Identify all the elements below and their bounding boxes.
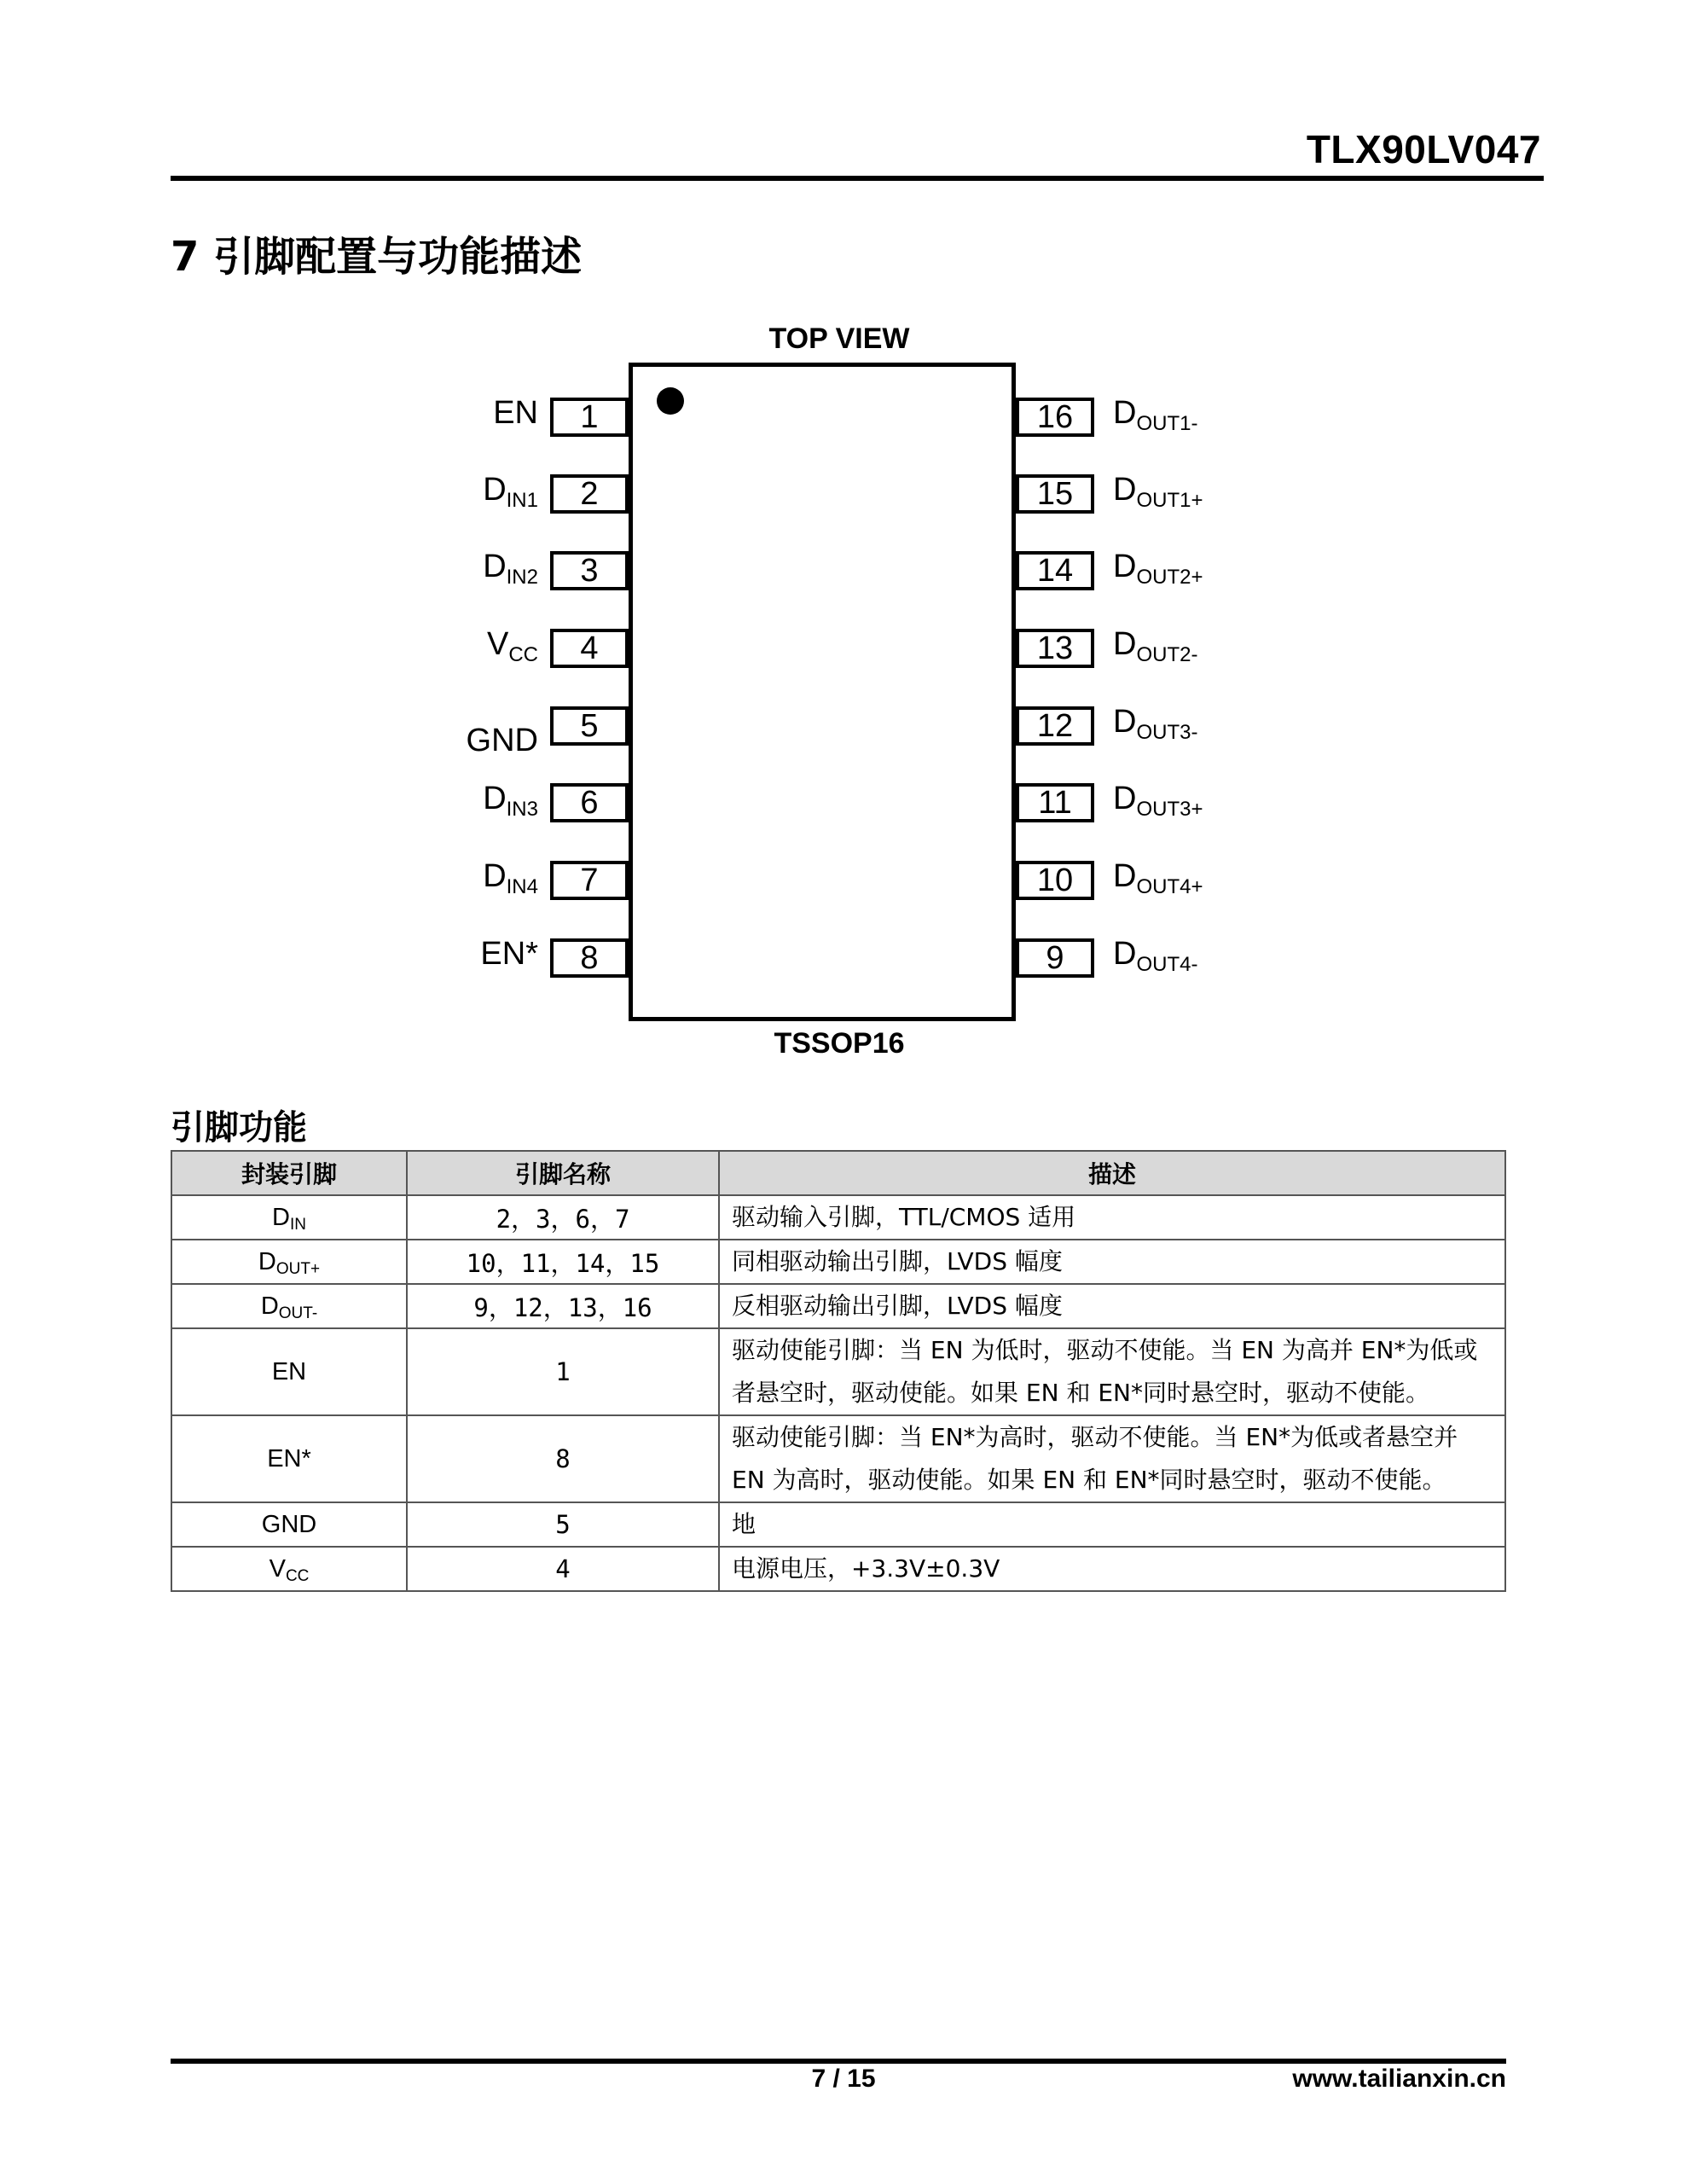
cell-description: 驱动输入引脚，TTL/CMOS 适用 — [719, 1195, 1505, 1240]
pin-label-8: EN* — [480, 936, 538, 972]
header-pin-name: 引脚名称 — [407, 1151, 719, 1195]
pin-function-table — [171, 1150, 1506, 1592]
table-row — [171, 1195, 1505, 1240]
cell-description: 反相驱动输出引脚，LVDS 幅度 — [719, 1284, 1505, 1328]
pin-function-title: 引脚功能 — [171, 1108, 307, 1147]
table-row — [171, 1547, 1505, 1591]
pin-13: 13 — [1016, 629, 1094, 668]
pin-label-11: $D_{OUT3+}$ — [1113, 781, 1203, 821]
header-description: 描述 — [719, 1151, 1505, 1195]
cell-pin-numbers: 4 — [407, 1547, 719, 1591]
table-row — [171, 1328, 1505, 1415]
pin-9: 9 — [1016, 938, 1094, 978]
website-link[interactable]: www.tailianxin.cn — [1292, 2065, 1506, 2093]
pin-label-4: $V_{CC}$ — [486, 626, 538, 666]
pin-6: 6 — [550, 783, 629, 822]
pin-15: 15 — [1016, 474, 1094, 514]
pin-1: 1 — [550, 398, 629, 437]
cell-pin-name: $D_{IN}$ — [171, 1195, 407, 1240]
cell-description: 同相驱动输出引脚，LVDS 幅度 — [719, 1240, 1505, 1284]
pin-label-7: $D_{IN4}$ — [483, 858, 538, 898]
pin-5: 5 — [550, 706, 629, 746]
pin-3: 3 — [550, 551, 629, 590]
cell-pin-name: $D_{OUT-}$ — [171, 1284, 407, 1328]
part-number: TLX90LV047 — [1306, 127, 1541, 171]
table-header-row — [171, 1151, 1505, 1195]
pin-label-1: EN — [493, 395, 538, 431]
top-view-text: TOP VIEW — [768, 322, 910, 355]
cell-pin-numbers: 2，3，6，7 — [407, 1195, 719, 1240]
package-text: TSSOP16 — [774, 1027, 905, 1060]
top-view-label — [0, 322, 1687, 356]
pin-label-2: $D_{IN1}$ — [483, 472, 538, 512]
pin-7: 7 — [550, 861, 629, 900]
pin-8: 8 — [550, 938, 629, 978]
footer-rule — [171, 2059, 1506, 2064]
pin1-indicator — [657, 387, 684, 415]
table-row — [171, 1284, 1505, 1328]
cell-pin-name: GND — [171, 1502, 407, 1547]
page-number: 7 / 15 — [811, 2065, 876, 2093]
pin-label-13: $D_{OUT2-}$ — [1113, 626, 1198, 666]
pin-label-3: $D_{IN2}$ — [483, 549, 538, 589]
cell-pin-name: $V_{CC}$ — [171, 1547, 407, 1591]
header-rule — [171, 176, 1544, 181]
pin-11: 11 — [1016, 783, 1094, 822]
cell-description: 驱动使能引脚：当 EN*为高时，驱动不使能。当 EN*为低或者悬空并 EN 为高时，驱动使能。如果 EN 和 EN*同时悬空时，驱动不使能。 — [719, 1415, 1505, 1502]
pin-label-9: $D_{OUT4-}$ — [1113, 936, 1198, 976]
cell-pin-numbers: 9，12，13，16 — [407, 1284, 719, 1328]
pin-12: 12 — [1016, 706, 1094, 746]
cell-pin-numbers: 8 — [407, 1415, 719, 1502]
pin-label-5: GND — [466, 723, 538, 758]
pin-14: 14 — [1016, 551, 1094, 590]
table-row — [171, 1240, 1505, 1284]
pin-16: 16 — [1016, 398, 1094, 437]
cell-description: 驱动使能引脚：当 EN 为低时，驱动不使能。当 EN 为高并 EN*为低或 者悬空时，驱动使能。如果 EN 和 EN*同时悬空时，驱动不使能。 — [719, 1328, 1505, 1415]
cell-description: 电源电压，+3.3V±0.3V — [719, 1547, 1505, 1591]
cell-pin-numbers: 1 — [407, 1328, 719, 1415]
pin-label-14: $D_{OUT2+}$ — [1113, 549, 1203, 589]
section-title: 7 引脚配置与功能描述 — [171, 233, 583, 281]
pin-2: 2 — [550, 474, 629, 514]
header-package-pin: 封装引脚 — [171, 1151, 407, 1195]
cell-description: 地 — [719, 1502, 1505, 1547]
cell-pin-name: EN — [171, 1328, 407, 1415]
pin-label-15: $D_{OUT1+}$ — [1113, 472, 1203, 512]
package-label — [0, 1027, 1687, 1060]
ic-body — [629, 363, 1016, 1021]
table-row — [171, 1415, 1505, 1502]
cell-pin-numbers: 5 — [407, 1502, 719, 1547]
pin-label-6: $D_{IN3}$ — [483, 781, 538, 821]
cell-pin-name: $D_{OUT+}$ — [171, 1240, 407, 1284]
cell-pin-name: EN* — [171, 1415, 407, 1502]
pin-label-12: $D_{OUT3-}$ — [1113, 704, 1198, 744]
pin-4: 4 — [550, 629, 629, 668]
cell-pin-numbers: 10，11，14，15 — [407, 1240, 719, 1284]
pin-label-10: $D_{OUT4+}$ — [1113, 858, 1203, 898]
table-row — [171, 1502, 1505, 1547]
pin-10: 10 — [1016, 861, 1094, 900]
pin-label-16: $D_{OUT1-}$ — [1113, 395, 1198, 435]
